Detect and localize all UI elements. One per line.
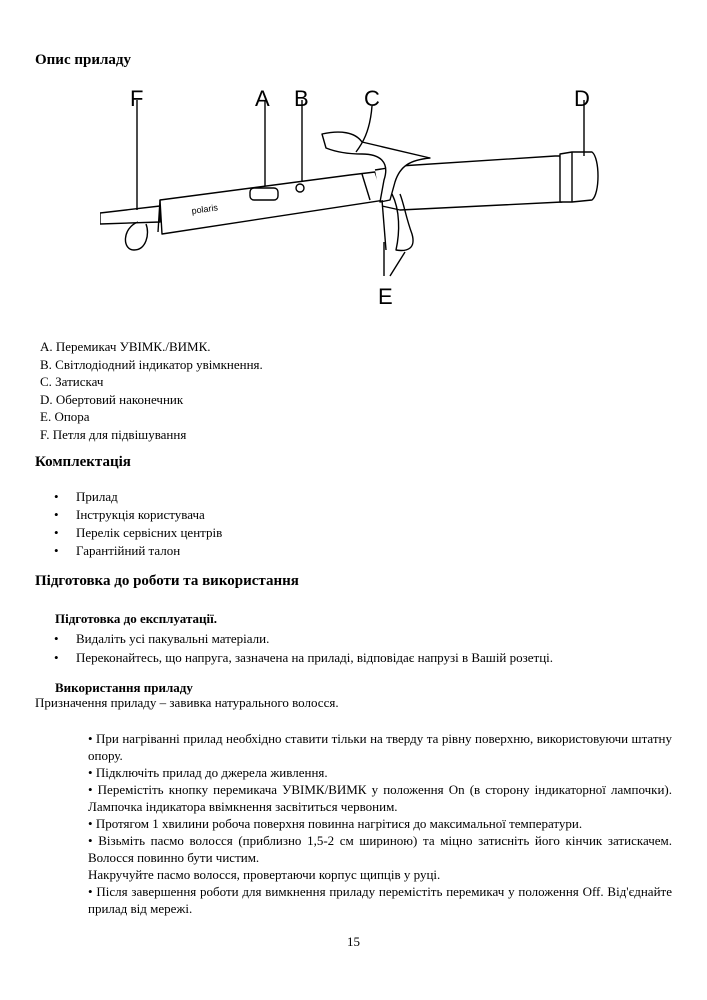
usage-steps [88, 730, 672, 917]
section-title-preparation: Підготовка до роботи та використання [35, 573, 299, 589]
subtitle-preparation: Підготовка до експлуатації. [55, 611, 217, 626]
package-item: • Гарантійний талон [54, 542, 222, 560]
usage-step: • Перемістіть кнопку перемикача УВІМК/ВИМК у положення On (в сторону індикаторної лампочки). Лампочка індикатора ввімкнення засвітиться червоним. [88, 781, 672, 815]
hanging-loop [125, 222, 147, 250]
callout-f: F [130, 86, 144, 111]
usage-step: • Візьміть пасмо волосся (приблизно 1,5-2 см шириною) та міцно затисніть його кінчик затискачем. Волосся повинно бути чистим. [88, 832, 672, 866]
section-title-description: Опис приладу [35, 52, 131, 68]
callout-b: B [294, 86, 309, 111]
preparation-item: • Переконайтесь, що напруга, зазначена на приладі, відповідає напрузі в Вашій розетці. [54, 648, 553, 667]
preparation-item: • Видаліть усі пакувальні матеріали. [54, 629, 553, 648]
legend-item-c: C. Затискач [40, 374, 104, 389]
usage-step: • Підключіть прилад до джерела живлення. [88, 764, 672, 781]
usage-purpose: Призначення приладу – завивка натурального волосся. [35, 695, 339, 710]
usage-step: • Після завершення роботи для вимкнення приладу перемістіть перемикач у положення Off. Від'єднайте прилад від мережі. [88, 883, 672, 917]
page-number: 15 [347, 934, 360, 949]
package-item: • Прилад [54, 488, 222, 506]
rotating-tip [560, 152, 598, 202]
usage-step: Накручуйте пасмо волосся, провертаючи корпус щипців у руці. [88, 867, 441, 882]
package-list [54, 488, 222, 560]
package-item: • Інструкція користувача [54, 506, 222, 524]
usage-step: • Протягом 1 хвилини робоча поверхня повинна нагрітися до максимальної температури. [88, 815, 672, 832]
callout-d: D [574, 86, 590, 111]
legend-item-b: B. Світлодіодний індикатор увімкнення. [40, 356, 263, 372]
callout-a: A [255, 86, 270, 111]
legend-item-a: A. Перемикач УВІМК./ВИМК. [40, 339, 211, 354]
package-item: • Перелік сервісних центрів [54, 524, 222, 542]
legend-item-f: F. Петля для підвішування [40, 426, 187, 442]
brand-logo: polaris [190, 202, 219, 216]
cord [100, 206, 160, 224]
legend-item-e: E. Опора [40, 409, 90, 424]
callout-e: E [378, 284, 393, 309]
curling-iron-diagram [100, 82, 610, 318]
legend-list [40, 338, 263, 443]
section-title-package: Комплектація [35, 454, 131, 470]
subtitle-usage: Використання приладу [55, 680, 193, 695]
legend-item-d: D. Обертовий наконечник [40, 391, 184, 407]
preparation-list [54, 629, 553, 667]
handle [160, 172, 385, 234]
callout-c: C [364, 86, 380, 111]
usage-step: • При нагріванні прилад необхідно ставити тільки на тверду та рівну поверхню, використовуючи штатну опору. [88, 730, 672, 764]
